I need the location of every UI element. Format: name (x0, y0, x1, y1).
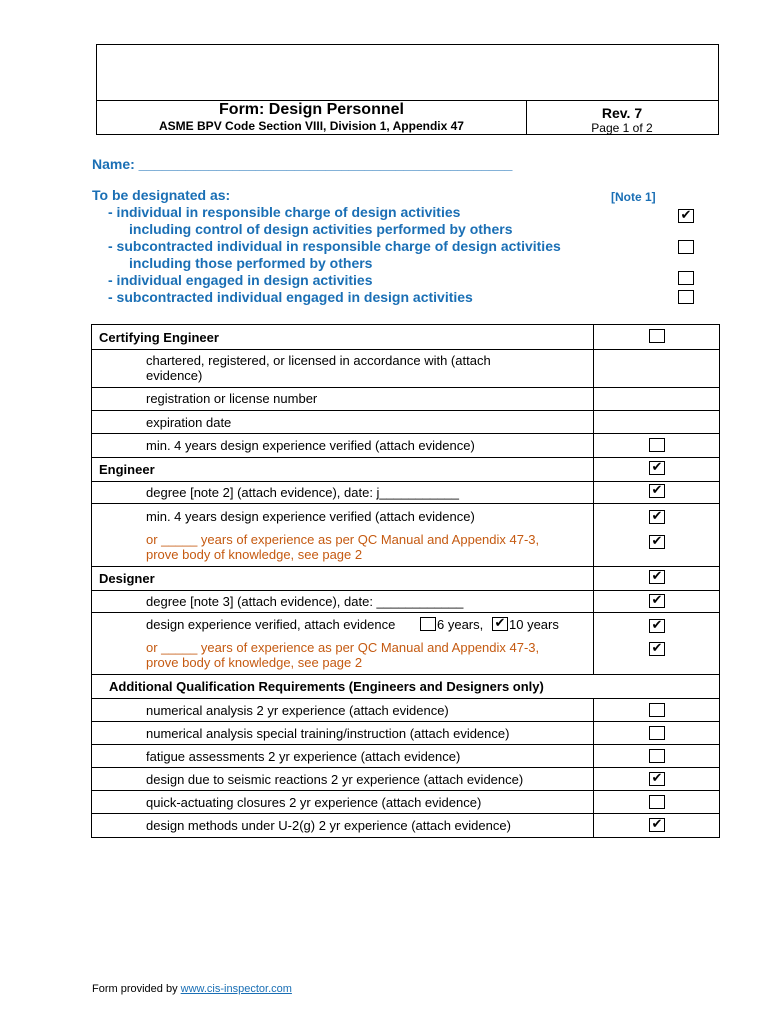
designer-experience-checkbox[interactable]: ✔ (649, 619, 665, 633)
engineer-degree-checkbox[interactable]: ✔ (649, 484, 665, 498)
designation-option-2-line1: - subcontracted individual in responsible charge of design activities (108, 238, 561, 254)
engineer-degree-label: degree [note 2] (attach evidence), date: (146, 485, 377, 500)
revision-cell (526, 100, 718, 135)
designation-checkbox-1[interactable]: ✔ (678, 209, 694, 223)
designation-option-2-line2: including those performed by others (129, 255, 373, 271)
form-header (96, 44, 719, 135)
footer-text: Form provided by (92, 983, 181, 995)
engineer-experience-row: min. 4 years design experience verified (attach evidence) (146, 509, 475, 524)
designer-checkbox[interactable]: ✔ (649, 570, 665, 584)
certifying-experience-checkbox[interactable] (649, 438, 665, 452)
revision: Rev. 7 (601, 105, 643, 121)
qualification-table (91, 324, 720, 838)
designation-note: [Note 1] (611, 190, 656, 204)
engineer-alt-checkbox[interactable]: ✔ (649, 535, 665, 549)
designer-alt-line1: or _____ years of experience as per QC Manual and Appendix 47-3, (146, 640, 540, 655)
form-subtitle: ASME BPV Code Section VIII, Division 1, Appendix 47 (159, 119, 464, 133)
certifying-engineer-heading: Certifying Engineer (99, 330, 219, 345)
logo-area (97, 45, 718, 101)
designer-degree-checkbox[interactable]: ✔ (649, 594, 665, 608)
certifying-licensed-row: chartered, registered, or licensed in accordance with (attach evidence) (146, 353, 491, 383)
additional-checkbox-4[interactable]: ✔ (649, 772, 665, 786)
engineer-heading: Engineer (99, 462, 155, 477)
additional-checkbox-3[interactable] (649, 749, 665, 763)
engineer-alt-line1: or _____ years of experience as per QC Manual and Appendix 47-3, (146, 532, 540, 547)
additional-checkbox-1[interactable] (649, 703, 665, 717)
footer (92, 983, 292, 995)
engineer-checkbox[interactable]: ✔ (649, 461, 665, 475)
engineer-degree-row (146, 485, 459, 500)
page-number: Page 1 of 2 (591, 121, 653, 135)
additional-row-6: design methods under U-2(g) 2 yr experience (attach evidence) (146, 818, 511, 833)
additional-checkbox-5[interactable] (649, 795, 665, 809)
additional-checkbox-2[interactable] (649, 726, 665, 740)
designation-checkbox-4[interactable] (678, 290, 694, 304)
designer-degree-row: degree [note 3] (attach evidence), date: ____________ (146, 594, 464, 609)
designation-option-1-line1: - individual in responsible charge of design activities (108, 204, 461, 220)
engineer-experience-checkbox[interactable]: ✔ (649, 510, 665, 524)
additional-row-1: numerical analysis 2 yr experience (attach evidence) (146, 703, 449, 718)
designer-alt-checkbox[interactable]: ✔ (649, 642, 665, 656)
designer-ten-years-checkbox[interactable]: ✔ (492, 617, 508, 631)
designer-ten-years-label: 10 years (509, 617, 559, 632)
designation-option-3: - individual engaged in design activities (108, 272, 373, 288)
additional-checkbox-6[interactable]: ✔ (649, 818, 665, 832)
designation-option-1-line2: including control of design activities performed by others (129, 221, 513, 237)
designation-checkbox-2[interactable] (678, 240, 694, 254)
additional-row-4: design due to seismic reactions 2 yr experience (attach evidence) (146, 772, 524, 787)
designation-option-4: - subcontracted individual engaged in design activities (108, 289, 473, 305)
designer-six-years-label: 6 years, (437, 617, 484, 632)
certifying-experience-row: min. 4 years design experience verified (attach evidence) (146, 438, 475, 453)
designer-experience-label: design experience verified, attach evidence (146, 617, 396, 632)
form-title: Form: Design Personnel (219, 101, 404, 118)
designation-title: To be designated as: (92, 187, 231, 203)
additional-row-2: numerical analysis special training/instruction (attach evidence) (146, 726, 510, 741)
designer-six-years-checkbox[interactable] (420, 617, 436, 631)
name-field[interactable]: Name: ________________________________________________ (92, 156, 513, 172)
engineer-degree-date[interactable]: j___________ (376, 485, 459, 500)
footer-link[interactable]: www.cis-inspector.com (180, 983, 292, 995)
additional-heading: Additional Qualification Requirements (Engineers and Designers only) (109, 679, 544, 694)
designer-alt-line2: prove body of knowledge, see page 2 (146, 655, 363, 670)
title-cell (97, 100, 527, 135)
additional-row-5: quick-actuating closures 2 yr experience (attach evidence) (146, 795, 482, 810)
certifying-expiration-row: expiration date (146, 415, 232, 430)
additional-row-3: fatigue assessments 2 yr experience (attach evidence) (146, 749, 461, 764)
designer-heading: Designer (99, 571, 155, 586)
designation-checkbox-3[interactable] (678, 271, 694, 285)
engineer-alt-line2: prove body of knowledge, see page 2 (146, 547, 363, 562)
certifying-license-number-row: registration or license number (146, 391, 318, 406)
certifying-engineer-checkbox[interactable] (649, 329, 665, 343)
